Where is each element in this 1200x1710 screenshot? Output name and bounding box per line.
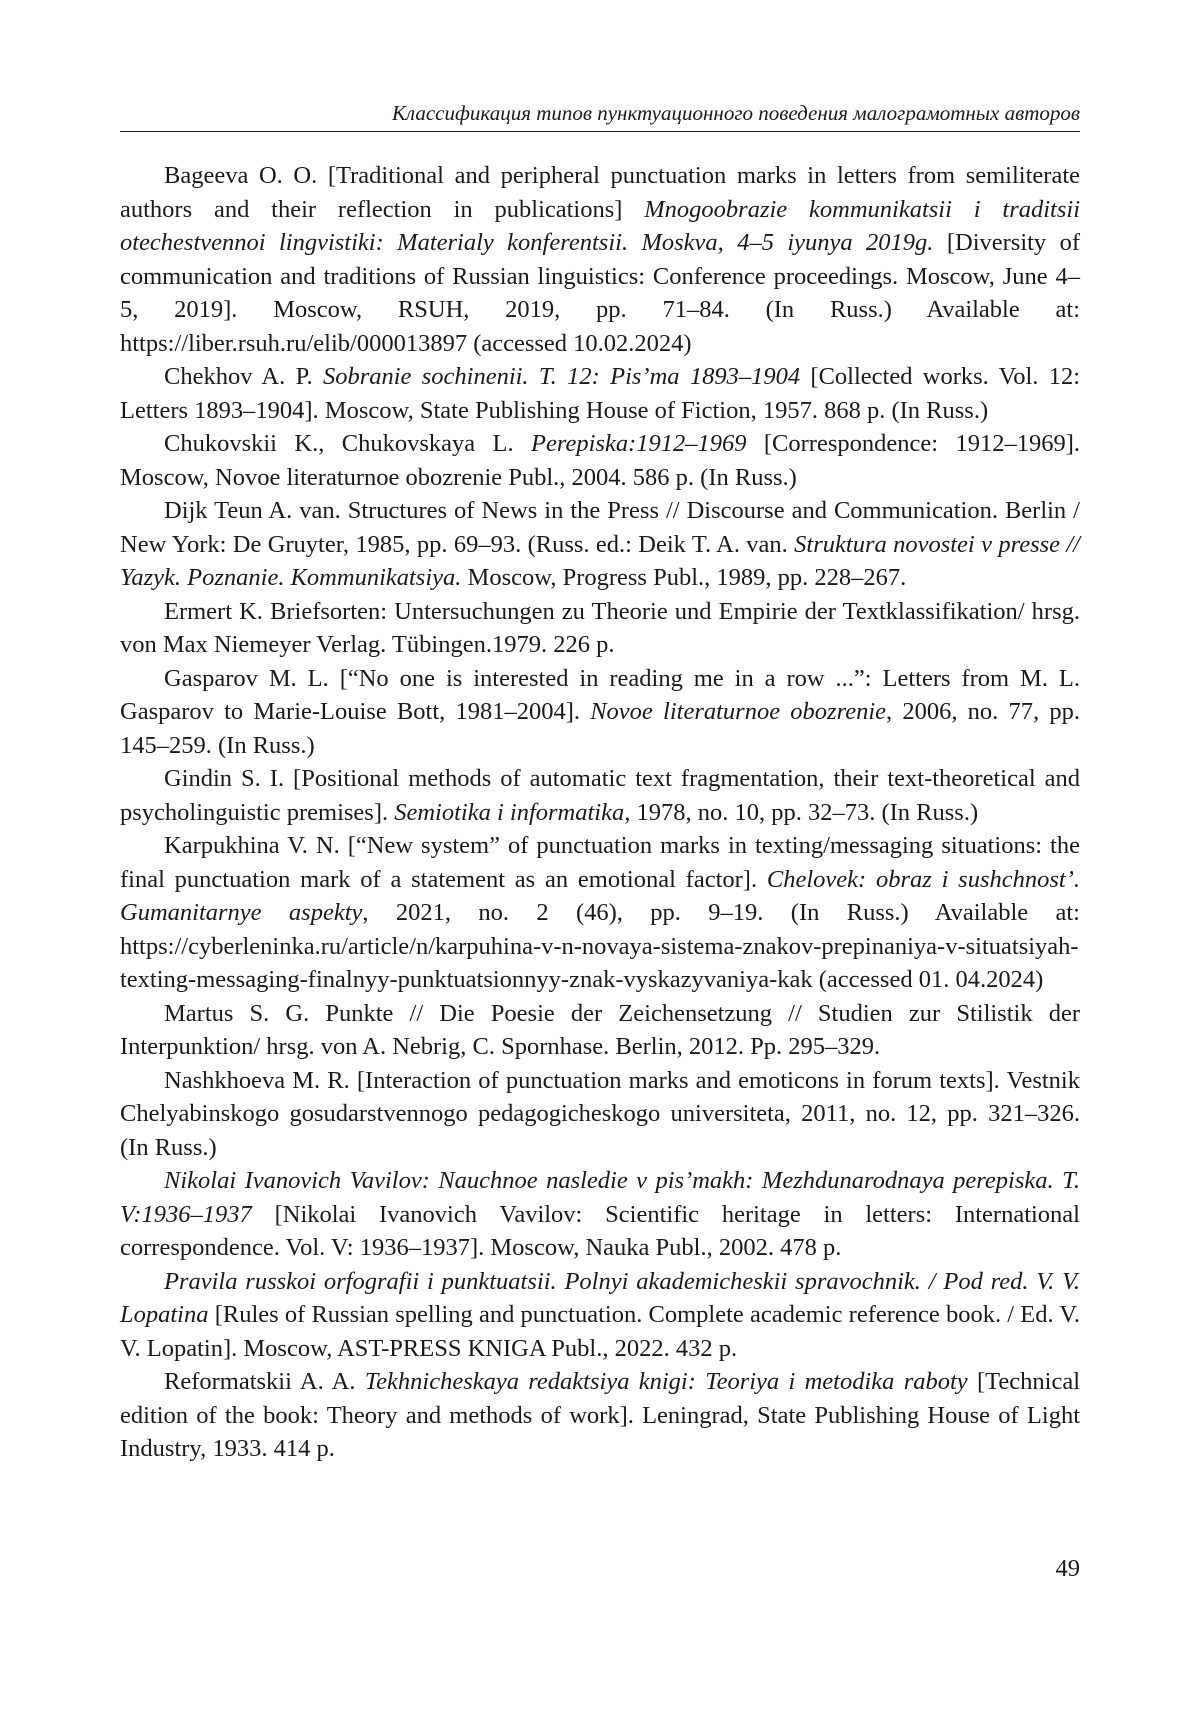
reference-italic-title: Novoe literaturnoe obozrenie <box>590 698 886 725</box>
reference-entry <box>120 159 1080 360</box>
reference-entry <box>120 1265 1080 1366</box>
reference-entry <box>120 762 1080 829</box>
reference-text: [Nikolai Ivanovich Vavilov: Scientific heritage in letters: International correspondence. Vol. V: 1936–1937]. Moscow, Nauka Publ., 2002. 478 p. <box>120 1200 1080 1261</box>
reference-text: Moscow, Progress Publ., 1989, pp. 228–267. <box>461 564 907 591</box>
reference-italic-title: Chelovek: obraz i sushchnost’. Gumanitarnye aspekty <box>120 865 1080 926</box>
reference-italic-title: Struktura novostei v presse // Yazyk. Poznanie. Kommunikatsiya. <box>120 530 1080 591</box>
reference-entry <box>120 427 1080 494</box>
reference-entry <box>120 494 1080 595</box>
reference-entry <box>120 360 1080 427</box>
reference-italic-title: Semiotika i informatika <box>394 798 625 826</box>
reference-text: Bageeva O. O. [Traditional and peripheral punctuation marks in letters from semiliterate authors and their reflection in publications] <box>120 162 1080 223</box>
reference-italic-title: Nikolai Ivanovich Vavilov: Nauchnoe nasledie v pis’makh: Mezhdunarodnaya perepiska. T. V:1936–1937 <box>120 1167 1080 1228</box>
reference-text: Chekhov A. P. <box>164 363 323 390</box>
reference-text: Ermert K. Briefsorten: Untersuchungen zu Theorie und Empirie der Textklassifikation/ hrsg. von Max Niemeyer Verlag. Tübingen.1979. 226 p. <box>120 597 1080 658</box>
reference-text: , 2006, no. 77, pp. 145–259. (In Russ.) <box>120 698 1080 759</box>
reference-text: Dijk Teun A. van. Structures of News in the Press // Discourse and Communication. Berlin / New York: De Gruyter, 1985, pp. 69–93. (Russ. ed.: Deik T. A. van. <box>120 497 1080 558</box>
reference-text: [Rules of Russian spelling and punctuation. Complete academic reference book. / Ed. V. V. Lopatin]. Moscow, AST-PRESS KNIGA Publ., 2022. 432 p. <box>120 1301 1080 1362</box>
reference-entry <box>120 1064 1080 1165</box>
reference-text: , 2021, no. 2 (46), pp. 9–19. (In Russ.) Available at: https://cyberleninka.ru/article/n/karpuhina-v-n-novaya-sistema-znakov-prepinaniya-v-situatsiyah-texting-messaging-finalnyy-punktuatsionnyy-znak-vyskazyvaniya-kak (accessed 01. 04.2024) <box>120 899 1080 993</box>
reference-text: Nashkhoeva M. R. [Interaction of punctuation marks and emoticons in forum texts]. Vestnik Chelyabinskogo gosudarstvennogo pedagogicheskogo universiteta, 2011, no. 12, pp. 321–326. (In Russ.) <box>120 1066 1080 1161</box>
reference-text: Gindin S. I. [Positional methods of automatic text fragmentation, their text-theoretical and psycholinguistic premises]. <box>120 765 1080 826</box>
reference-text: Martus S. G. Punkte // Die Poesie der Zeichensetzung // Studien zur Stilistik der Interpunktion/ hrsg. von A. Nebrig, C. Spornhase. Berlin, 2012. Pp. 295–329. <box>120 999 1080 1060</box>
running-header: Классификация типов пунктуационного поведения малограмотных авторов <box>120 100 1080 132</box>
reference-entry <box>120 595 1080 662</box>
reference-entry <box>120 662 1080 763</box>
reference-italic-title: Tekhnicheskaya redaktsiya knigi: Teoriya i metodika raboty <box>364 1368 968 1395</box>
page-number: 49 <box>1055 1555 1080 1582</box>
reference-italic-title: Sobranie sochinenii. T. 12: Pis’ma 1893–1904 <box>322 363 801 390</box>
reference-text: [Collected works. Vol. 12: Letters 1893–1904]. Moscow, State Publishing House of Fiction, 1957. 868 p. (In Russ.) <box>120 363 1081 424</box>
reference-text: Karpukhina V. N. [“New system” of punctuation marks in texting/messaging situations: the final punctuation mark of a statement as an emotional factor]. <box>120 832 1080 893</box>
reference-text: [Diversity of communication and traditions of Russian linguistics: Conference proceedings. Moscow, June 4–5, 2019]. Moscow, RSUH, 2019, pp. 71–84. (In Russ.) Available at: https://liber.rsuh.ru/elib/000013897 (accessed 10.02.2024) <box>120 229 1080 357</box>
reference-italic-title: Mnogoobrazie kommunikatsii i traditsii otechestvennoi lingvistiki: Materialy konferentsii. Moskva, 4–5 iyunya 2019g. <box>120 195 1080 256</box>
reference-text: , 1978, no. 10, pp. 32–73. (In Russ.) <box>624 798 979 826</box>
reference-entry <box>120 829 1080 997</box>
reference-text: Chukovskii K., Chukovskaya L. <box>164 430 532 457</box>
reference-list <box>120 159 1080 1466</box>
reference-text: [Correspondence: 1912–1969]. Moscow, Novoe literaturnoe obozrenie Publ., 2004. 586 p. (In Russ.) <box>120 430 1080 491</box>
reference-italic-title: Perepiska:1912–1969 <box>531 430 747 457</box>
reference-text: Reformatskii A. A. <box>164 1368 365 1395</box>
reference-italic-title: Pravila russkoi orfografii i punktuatsii. Polnyi akademicheskii spravochnik. / Pod red. V. V. Lopatina <box>120 1267 1080 1328</box>
reference-entry <box>120 1164 1080 1265</box>
reference-text: [Technical edition of the book: Theory and methods of work]. Leningrad, State Publishing House of Light Industry, 1933. 414 p. <box>120 1368 1081 1462</box>
reference-entry <box>120 997 1080 1064</box>
reference-entry <box>120 1365 1080 1466</box>
reference-text: Gasparov M. L. [“No one is interested in reading me in a row ...”: Letters from M. L. Gasparov to Marie-Louise Bott, 1981–2004]. <box>120 664 1080 725</box>
